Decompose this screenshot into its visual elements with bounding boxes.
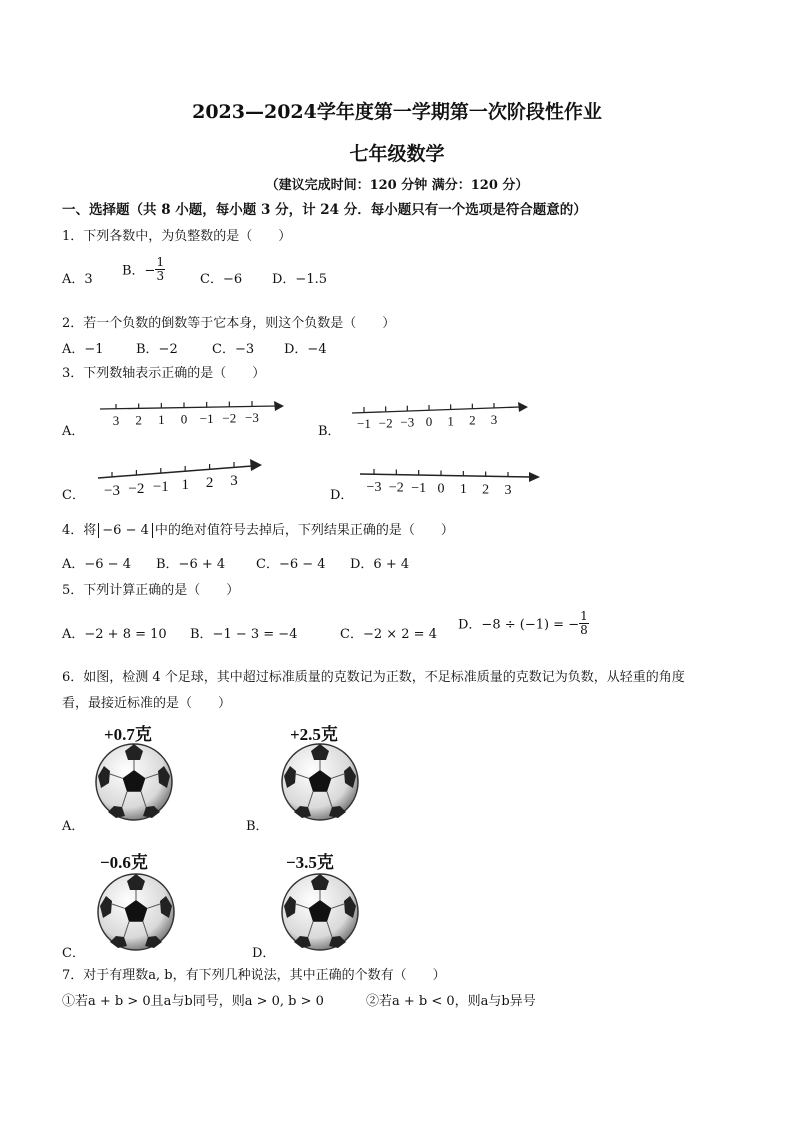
q5-d-numerator: 1 <box>580 609 588 623</box>
q7-statement-1: ①若a + b > 0且a与b同号，则a > 0, b > 0 <box>62 994 324 1009</box>
q2-option-b: B．−2 <box>136 342 178 357</box>
q7-statement-2: ②若a + b < 0，则a与b异号 <box>366 994 536 1009</box>
paper-subtitle: 七年级数学 <box>349 143 445 165</box>
axis-b-tick-label: −1 <box>357 416 371 431</box>
q4-option-a: A．−6 − 4 <box>62 557 131 572</box>
axis-c-tick-label: 3 <box>230 473 238 489</box>
q6-option-d-label: D． <box>252 946 276 961</box>
paper-title: 2023—2024学年度第一学期第一次阶段性作业 <box>192 101 602 123</box>
q5-d-denominator: 8 <box>580 622 588 637</box>
q5-stem: 5．下列计算正确的是（ ） <box>62 583 240 598</box>
q3-option-c-label: C． <box>62 488 85 503</box>
axis-c-tick-label: −3 <box>104 483 120 499</box>
q6-stem-line2: 看，最接近标准的是（ ） <box>62 696 232 711</box>
q3-option-b-label: B． <box>318 424 341 439</box>
q4-stem-prefix: 4．将 <box>62 523 97 538</box>
soccer-ball-c <box>98 874 174 950</box>
axis-a-tick-label: −2 <box>222 410 237 426</box>
axis-d-tick-label: 1 <box>459 482 467 497</box>
q1-b-numerator: 1 <box>156 255 165 269</box>
axis-a-tick-label: 1 <box>158 412 165 427</box>
q6-option-c-label: C． <box>62 946 85 961</box>
q1-stem: 1．下列各数中，为负整数的是（ ） <box>62 229 292 244</box>
q1-option-c: C．−6 <box>200 272 243 287</box>
axis-a-tick-label: 2 <box>135 412 142 428</box>
axis-c-tick-label: −1 <box>152 479 169 495</box>
axis-b-tick-label: −3 <box>400 414 415 430</box>
q2-option-a: A．−1 <box>62 342 104 357</box>
axis-d-tick-label: 2 <box>482 482 490 498</box>
axis-d-tick-label: −2 <box>388 480 404 496</box>
axis-c-tick-label: 2 <box>205 475 214 491</box>
q6-option-a-label: A． <box>62 819 85 834</box>
q1-b-denominator: 3 <box>156 268 165 283</box>
axis-d-tick-label: −3 <box>366 480 382 495</box>
axis-a-tick-label: −3 <box>245 410 259 425</box>
section-heading: 一、选择题（共 8 小题，每小题 3 分，计 24 分．每小题只有一个选项是符合题意的） <box>62 202 587 218</box>
axis-a-tick-label: 0 <box>180 411 188 427</box>
ball-a-caption: +0.7克 <box>104 725 152 744</box>
ball-c-caption: −0.6克 <box>100 853 148 872</box>
axis-b-tick-label: 2 <box>469 412 476 428</box>
axis-b-tick-label: 1 <box>447 413 454 429</box>
axis-a-tick-label: −1 <box>199 411 214 426</box>
axis-d-tick-label: 3 <box>504 483 512 498</box>
time-score-note: （建议完成时间：120 分钟 满分：120 分） <box>265 178 529 193</box>
axis-d-tick-label: −1 <box>411 481 427 496</box>
q5-d-prefix: D．−8 ÷ (−1) = − <box>458 617 580 633</box>
q2-option-c: C．−3 <box>212 342 255 357</box>
q4-stem-suffix: 中的绝对值符号去掉后，下列结果正确的是（ ） <box>154 523 454 538</box>
axis-a-tick-label: 3 <box>112 413 120 428</box>
q4-expr-text: −6 − 4 <box>102 523 149 538</box>
soccer-ball-b <box>282 744 358 820</box>
ball-d-caption: −3.5克 <box>286 853 334 872</box>
q3-stem: 3．下列数轴表示正确的是（ ） <box>62 366 266 381</box>
ball-b-caption: +2.5克 <box>290 725 338 744</box>
axis-b-tick-label: −2 <box>378 415 393 431</box>
q1-option-d: D．−1.5 <box>272 272 327 287</box>
axis-c-tick-label: −2 <box>128 481 145 497</box>
axis-c-tick-label: 1 <box>181 477 189 493</box>
q5-option-a: A．−2 + 8 = 10 <box>62 627 167 642</box>
q3-option-a-label: A． <box>62 424 85 439</box>
soccer-ball-a <box>96 744 172 820</box>
axis-b-tick-label: 0 <box>425 414 433 429</box>
q2-option-d: D．−4 <box>284 342 327 357</box>
q4-option-d: D．6 + 4 <box>350 557 410 572</box>
q6-option-b-label: B． <box>246 819 269 834</box>
q1-option-b-prefix: B．− <box>122 263 156 279</box>
q5-option-b: B．−1 − 3 = −4 <box>190 627 298 642</box>
q3-option-d-label: D． <box>330 488 354 503</box>
soccer-ball-d <box>282 874 358 950</box>
axis-b-tick-label: 3 <box>490 412 498 427</box>
q4-option-c: C．−6 − 4 <box>256 557 326 572</box>
axis-d-tick-label: 0 <box>437 481 445 497</box>
q2-stem: 2．若一个负数的倒数等于它本身，则这个负数是（ ） <box>62 316 396 331</box>
q5-option-c: C．−2 × 2 = 4 <box>340 627 437 642</box>
q7-stem: 7．对于有理数a, b，有下列几种说法，其中正确的个数有（ ） <box>62 968 446 983</box>
q1-option-a: A．3 <box>62 272 93 287</box>
q4-option-b: B．−6 + 4 <box>156 557 226 572</box>
q6-stem-line1: 6．如图，检测 4 个足球，其中超过标准质量的克数记为正数，不足标准质量的克数记为负数，从轻重的角度 <box>62 670 685 685</box>
